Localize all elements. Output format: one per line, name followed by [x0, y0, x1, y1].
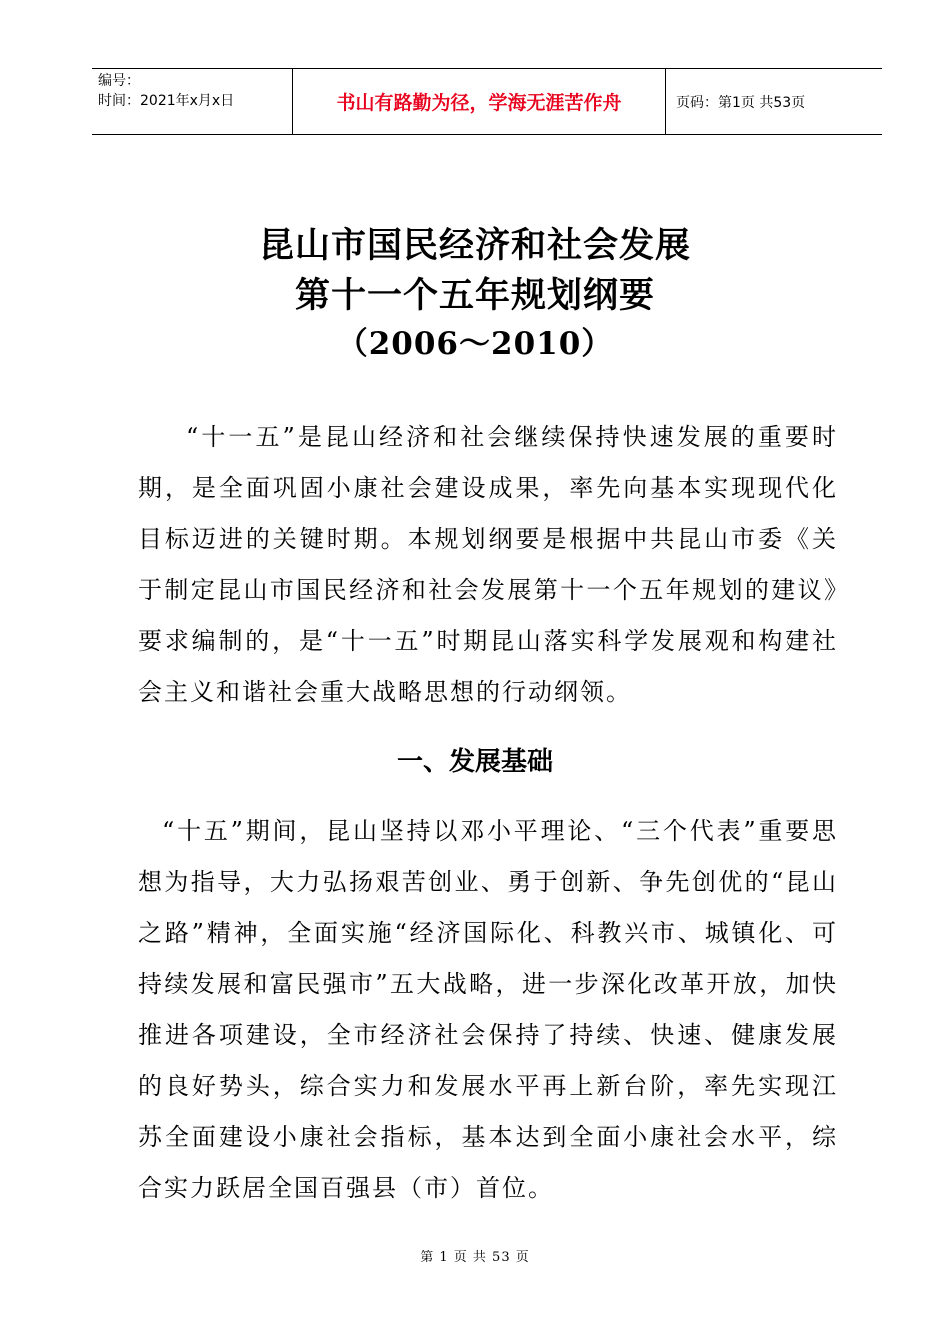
section-heading: 一、发展基础 — [396, 747, 553, 777]
page-footer: 第 1 页 共 53 页 — [420, 1250, 530, 1265]
title-years: （2006～2010） — [336, 326, 614, 362]
doc-number: 编号： — [98, 73, 140, 89]
header-page-info: 页码：第1页 共53页 — [676, 94, 806, 111]
header-meta — [92, 69, 293, 134]
page-header — [92, 68, 882, 135]
doc-time: 时间：2021年x月x日 — [98, 93, 235, 109]
section-paragraph: “十五”期间，昆山坚持以邓小平理论、“三个代表”重要思想为指导，大力弘扬艰苦创业、勇于创新、争先创优的“昆山之路”精神，全面实施“经济国际化、科教兴市、城镇化、可持续发展和富民强市”五大战略，进一步深化改革开放，加快推进各项建设，全市经济社会保持了持续、快速、健康发展的良好势头，综合实力和发展水平再上新台阶，率先实现江苏全面建设小康社会指标，基本达到全面小康社会水平，综合实力跃居全国百强县（市）首位。 — [138, 817, 838, 1202]
intro-paragraph: “十一五”是昆山经济和社会继续保持快速发展的重要时期，是全面巩固小康社会建设成果，率先向基本实现现代化目标迈进的关键时期。本规划纲要是根据中共昆山市委《关于制定昆山市国民经济和社会发展第十一个五年规划的建议》要求编制的，是“十一五”时期昆山落实科学发展观和构建社会主义和谐社会重大战略思想的行动纲领。 — [138, 423, 838, 706]
title-line-1: 昆山市国民经济和社会发展 — [258, 226, 691, 266]
title-line-2: 第十一个五年规划纲要 — [294, 276, 655, 316]
header-motto: 书山有路勤为径，学海无涯苦作舟 — [293, 69, 666, 134]
